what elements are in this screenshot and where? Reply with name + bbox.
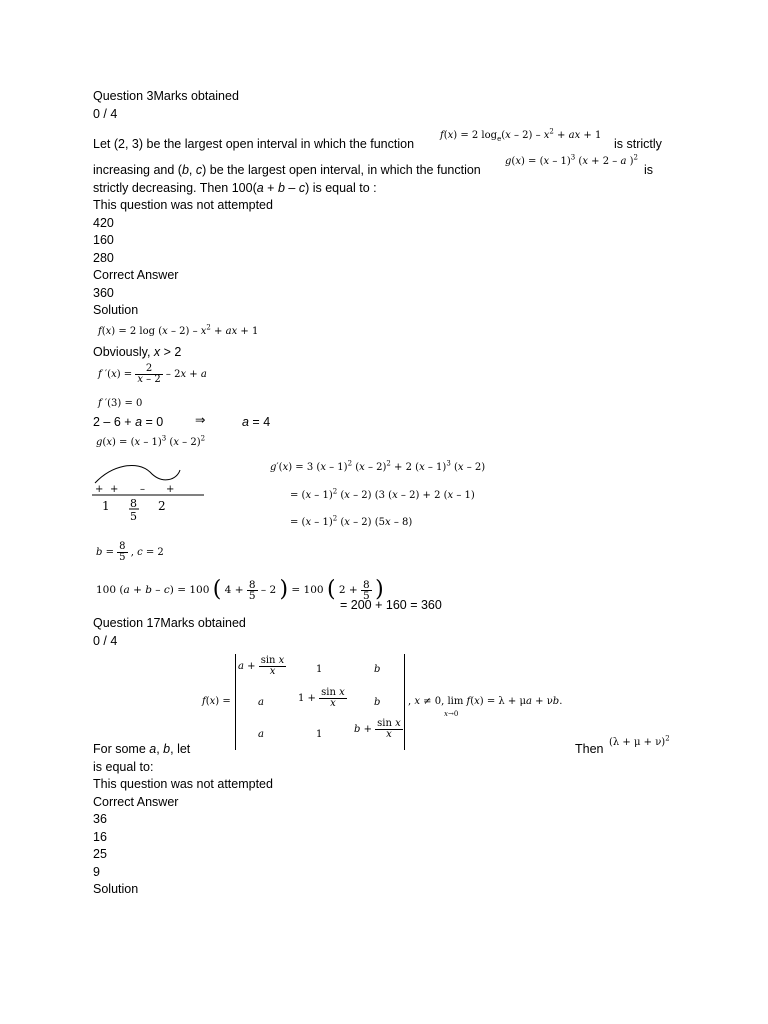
question-17-marks: 0 / 4 [93, 634, 118, 648]
implies-arrow: ⇒ [195, 413, 206, 427]
question-3-correct-label: Correct Answer [93, 268, 179, 282]
solution-final-expression: 100 (a + b – c) = 100 ( 4 + $\frac{8}{5}$ – 2 ) = 100 ( 2 + $\frac{8}{5}$ ) [96, 577, 384, 602]
solution-step-equation: 2 – 6 + a = 0 [93, 415, 164, 429]
question-3-stem-line-2: increasing and (b, c) be the largest open interval, in which the function [93, 163, 481, 177]
question-3-solution-label: Solution [93, 303, 139, 317]
question-17-status: This question was not attempted [93, 777, 273, 791]
det-f-label: f(x) = [202, 696, 231, 707]
function-g-definition: g(x) = (x – 1)$^3$ (x + 2 – a )$^2$ [505, 153, 638, 167]
question-17-option-4: 9 [93, 865, 100, 879]
solution-g-expression: g(x) = (x – 1)$^3$ (x – 2)$^2$ [96, 434, 206, 448]
tick-frac-den: 5 [130, 510, 137, 523]
question-17-title: Question 17Marks obtained [93, 616, 246, 630]
sign-2: + [110, 484, 119, 495]
question-3-marks: 0 / 4 [93, 107, 118, 121]
question-3-title: Question 3Marks obtained [93, 89, 239, 103]
limit-subscript: x→0 [444, 710, 459, 718]
sign-curve [95, 465, 180, 483]
question-17-then: Then [575, 742, 604, 756]
question-17-option-3: 25 [93, 847, 107, 861]
g-prime-line-3: = (x – 1)$^2$ (x – 2) (5x – 8) [290, 514, 413, 528]
function-f-definition: f(x) = 2 $\log_e(x - 2) - x^2$ + ax + 1 [440, 127, 602, 143]
det-cell-3-3: b + $\frac{\text{sin x}}{x}$ [354, 718, 401, 740]
tick-1: 1 [102, 499, 110, 513]
sign-1: + [95, 484, 104, 495]
question-17-correct-label: Correct Answer [93, 795, 179, 809]
tick-2: 2 [158, 499, 166, 513]
det-cell-1-2: 1 [316, 664, 323, 675]
question-17-solution-label: Solution [93, 882, 139, 896]
det-cell-1-3: b [374, 664, 381, 675]
solution-obviously: Obviously, x > 2 [93, 345, 182, 359]
g-prime-line-2: = (x – 1)$^2$ (x – 2) (3 (x – 2) + 2 (x – 1) [290, 487, 475, 501]
solution-b-c-values: b = $\frac{8}{5}$ , c = 2 [96, 541, 164, 563]
question-3-option-1: 420 [93, 216, 114, 230]
question-3-stem-line-3: strictly decreasing. Then 100(a + b – c) is equal to : [93, 181, 377, 195]
g-prime-line-1: g′(x) = 3 (x – 1)$^2$ (x – 2)$^2$ + 2 (x – 1)$^3$ (x – 2) [270, 459, 486, 473]
question-3-option-2: 160 [93, 233, 114, 247]
question-3-stem-line-1-tail: is strictly [614, 137, 662, 151]
det-left-bar [235, 654, 236, 750]
sign-3: – [140, 484, 145, 495]
question-17-stem: For some a, b, let [93, 742, 191, 756]
solution-derivative-at-3: f ′(3) = 0 [98, 398, 143, 409]
question-17-option-2: 16 [93, 830, 107, 844]
sign-4: + [166, 484, 175, 495]
det-cell-2-1: a [258, 697, 264, 708]
question-3-stem-line-1: Let (2, 3) be the largest open interval in which the function [93, 137, 415, 151]
det-right-bar [404, 654, 405, 750]
det-cell-2-3: b [374, 697, 381, 708]
question-3-option-3: 280 [93, 251, 114, 265]
sign-chart-diagram [92, 460, 207, 525]
tick-frac-num: 8 [130, 497, 137, 510]
lambda-mu-nu-expression: $(\lambda + \mu + \nu)^2$ [609, 734, 670, 748]
det-cell-1-1: a + $\frac{\text{sin x}}{x}$ [238, 655, 285, 677]
det-cell-3-2: 1 [316, 729, 323, 740]
solution-final-result: = 200 + 160 = 360 [340, 598, 442, 612]
det-cell-3-1: a [258, 729, 264, 740]
det-cell-2-2: 1 + $\frac{\text{sin x}}{x}$ [298, 687, 345, 709]
solution-f-expression: f(x) = 2 $\log (x - 2) - x^2$ + ax + 1 [98, 323, 259, 337]
question-3-status: This question was not attempted [93, 198, 273, 212]
solution-derivative: f ′(x) = $\frac{2}{x - 2}$ – 2x + a [98, 363, 207, 385]
question-3-stem-is: is [644, 163, 654, 177]
det-condition: , x ≠ 0, lim f(x) = λ + μa + νb. [408, 696, 563, 707]
question-17-option-1: 36 [93, 812, 107, 826]
solution-a-result: a = 4 [242, 415, 271, 429]
question-3-correct-value: 360 [93, 286, 114, 300]
question-17-is-equal: is equal to: [93, 760, 154, 774]
